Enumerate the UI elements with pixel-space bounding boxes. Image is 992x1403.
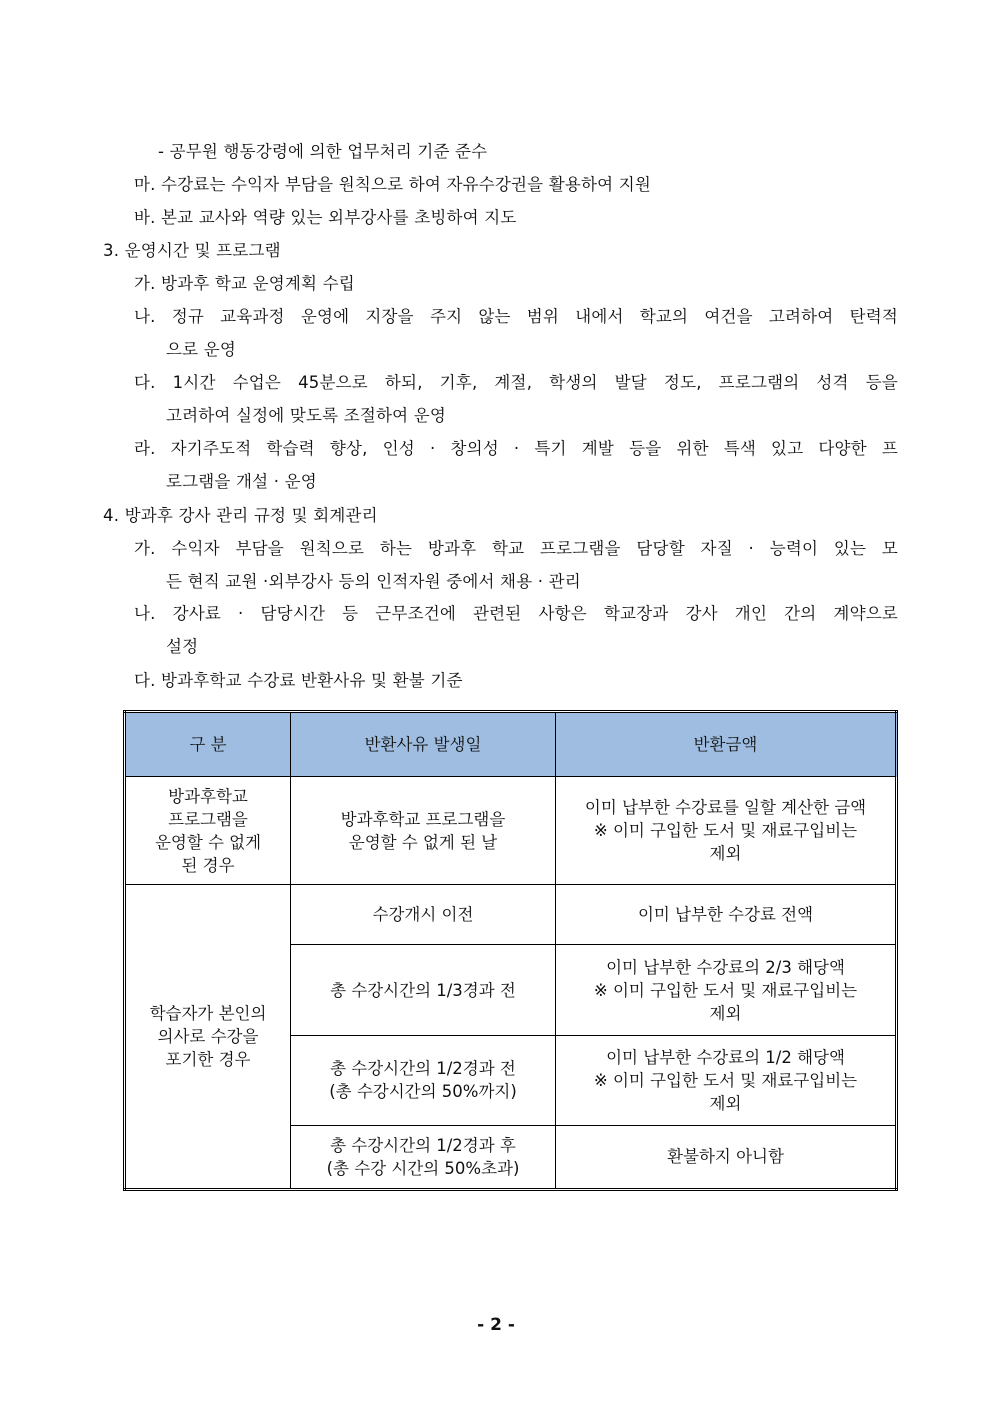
table-cell-date: 총 수강시간의 1/3경과 전: [291, 945, 556, 1035]
section-4-heading: 4. 방과후 강사 관리 규정 및 회계관리: [103, 506, 378, 525]
table-cell-date: 총 수강시간의 1/2경과 후 (총 수강 시간의 50%초과): [291, 1125, 556, 1189]
table-cell-amount: 이미 납부한 수강료의 2/3 해당액 ※ 이미 구입한 도서 및 재료구입비는 제외: [556, 945, 897, 1035]
item-na-4: 나. 강사료 · 담당시간 등 근무조건에 관련된 사항은 학교장과 강사 개인 간의 계약으로: [134, 604, 898, 623]
item-na-4-cont: 설정: [166, 637, 199, 656]
table-row: [125, 777, 897, 885]
table-cell-amount: 이미 납부한 수강료의 1/2 해당액 ※ 이미 구입한 도서 및 재료구입비는 제외: [556, 1035, 897, 1125]
item-ra-3-cont: 로그램을 개설 · 운영: [166, 472, 317, 491]
refund-criteria-table: [123, 710, 898, 1191]
bullet-line: - 공무원 행동강령에 의한 업무처리 기준 준수: [158, 142, 488, 161]
table-cell-amount: 이미 납부한 수강료를 일할 계산한 금액 ※ 이미 구입한 도서 및 재료구입비는 제외: [556, 777, 897, 885]
table-cell-date: 방과후학교 프로그램을 운영할 수 없게 된 날: [291, 777, 556, 885]
item-ga-3: 가. 방과후 학교 운영계획 수립: [134, 274, 355, 293]
page-number: - 2 -: [477, 1315, 515, 1335]
header-category: 구 분: [125, 712, 291, 777]
item-da-3-cont: 고려하여 실정에 맞도록 조절하여 운영: [166, 406, 447, 425]
table-cell-date: 수강개시 이전: [291, 885, 556, 945]
table-header-row: [125, 712, 897, 777]
table-row: [125, 885, 897, 945]
header-refund-date: 반환사유 발생일: [291, 712, 556, 777]
item-na-3: 나. 정규 교육과정 운영에 지장을 주지 않는 범위 내에서 학교의 여건을 고려하여 탄력적: [134, 307, 898, 326]
item-ba: 바. 본교 교사와 역량 있는 외부강사를 초빙하여 지도: [134, 208, 517, 227]
item-da-4: 다. 방과후학교 수강료 반환사유 및 환불 기준: [134, 671, 463, 690]
item-ma: 마. 수강료는 수익자 부담을 원칙으로 하여 자유수강권을 활용하여 지원: [134, 175, 652, 194]
item-ra-3: 라. 자기주도적 학습력 향상, 인성 · 창의성 · 특기 계발 등을 위한 특색 있고 다양한 프: [134, 439, 898, 458]
item-na-3-cont: 으로 운영: [166, 340, 237, 359]
item-ga-4: 가. 수익자 부담을 원칙으로 하는 방과후 학교 프로그램을 담당할 자질 · 능력이 있는 모: [134, 539, 898, 558]
table-cell-category: 방과후학교 프로그램을 운영할 수 없게 된 경우: [125, 777, 291, 885]
table-cell-amount: 이미 납부한 수강료 전액: [556, 885, 897, 945]
item-da-3: 다. 1시간 수업은 45분으로 하되, 기후, 계절, 학생의 발달 정도, 프로그램의 성격 등을: [134, 373, 898, 392]
table-cell-date: 총 수강시간의 1/2경과 전 (총 수강시간의 50%까지): [291, 1035, 556, 1125]
table-cell-category: 학습자가 본인의 의사로 수강을 포기한 경우: [125, 885, 291, 1190]
header-refund-amount: 반환금액: [556, 712, 897, 777]
item-ga-4-cont: 든 현직 교원 ·외부강사 등의 인적자원 중에서 채용 · 관리: [166, 572, 581, 591]
section-3-heading: 3. 운영시간 및 프로그램: [103, 241, 281, 260]
table-cell-amount: 환불하지 아니함: [556, 1125, 897, 1189]
